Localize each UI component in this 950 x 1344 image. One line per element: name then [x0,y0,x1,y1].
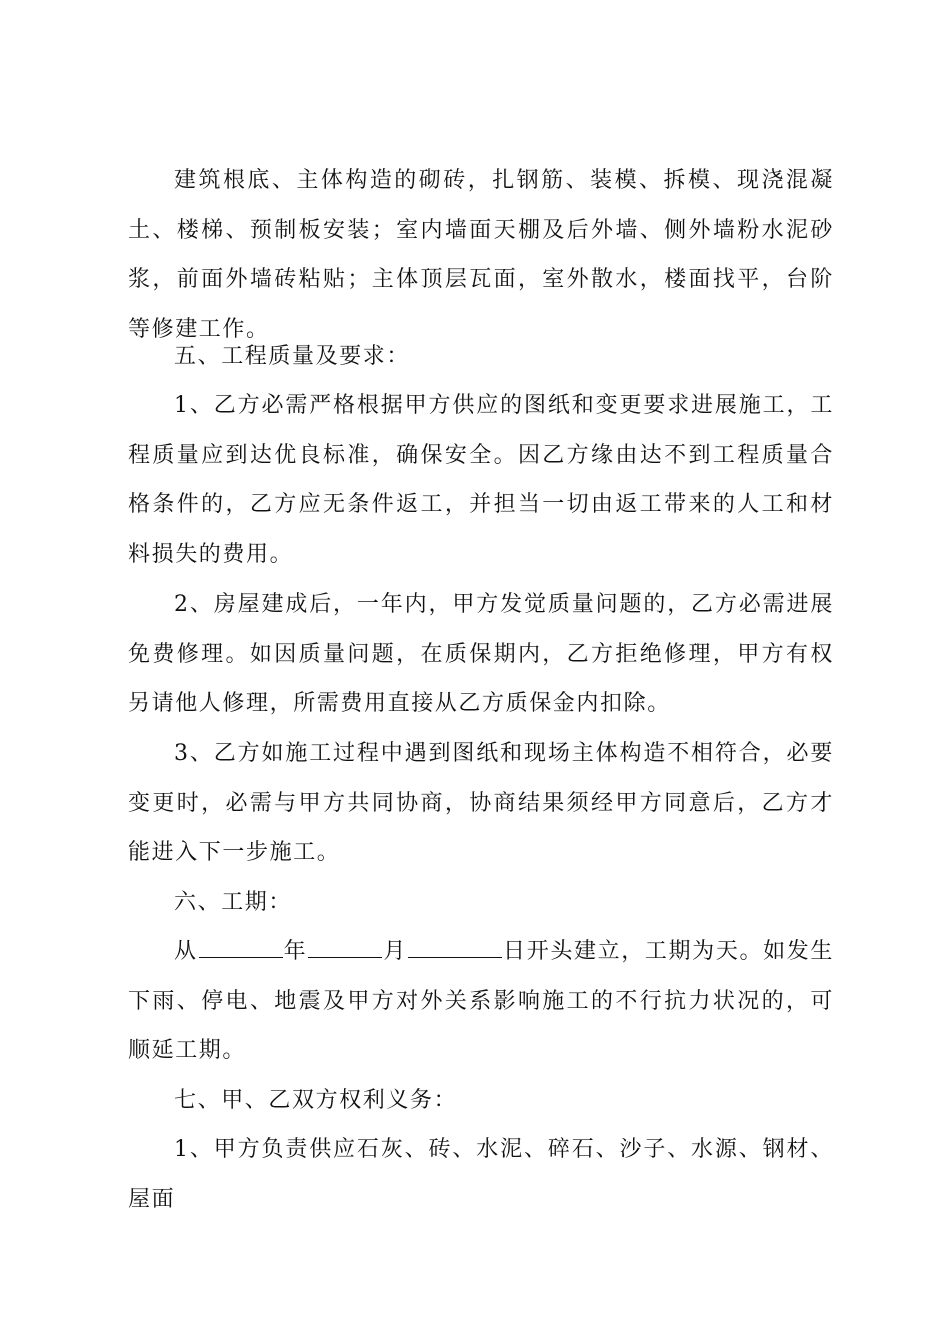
scope-paragraph: 建筑根底、主体构造的砌砖，扎钢筋、装模、拆模、现浇混凝土、楼梯、预制板安装；室内墙面天棚及后外墙、侧外墙粉水泥砂浆，前面外墙砖粘贴；主体顶层瓦面，室外散水，楼面找平，台阶等修建工作。 [128,168,834,342]
section6-paragraph [128,927,834,1076]
section5-heading: 五、工程质量及要求： [174,344,411,369]
section5-item2: 2、房屋建成后，一年内，甲方发觉质量问题的，乙方必需进展免费修理。如因质量问题，在质保期内，乙方拒绝修理，甲方有权另请他人修理，所需费用直接从乙方质保金内扣除。 [128,592,834,716]
section7-item1: 1、甲方负责供应石灰、砖、水泥、碎石、沙子、水源、钢材、屋面 [128,1137,834,1212]
month-text: 月 [383,939,408,964]
year-blank [199,935,283,958]
section5-item1: 1、乙方必需严格根据甲方供应的图纸和变更要求进展施工，工程质量应到达优良标准，确保安全。因乙方缘由达不到工程质量合格条件的，乙方应无条件返工，并担当一切由返工带来的人工和材料损失的费用。 [128,393,834,567]
section7-heading: 七、甲、乙双方权利义务： [174,1088,458,1113]
from-text: 从 [174,939,198,964]
section6-heading: 六、工期： [174,890,293,915]
section6-rest-text: 日开头建立，工期为天。如发生下雨、停电、地震及甲方对外关系影响施工的不行抗力状况的，可顺延工期。 [128,939,834,1063]
section5-item3: 3、乙方如施工过程中遇到图纸和现场主体构造不相符合，必要变更时，必需与甲方共同协商，协商结果须经甲方同意后，乙方才能进入下一步施工。 [128,741,834,865]
year-text: 年 [283,939,308,964]
month-blank [308,935,382,958]
day-blank [408,935,502,958]
